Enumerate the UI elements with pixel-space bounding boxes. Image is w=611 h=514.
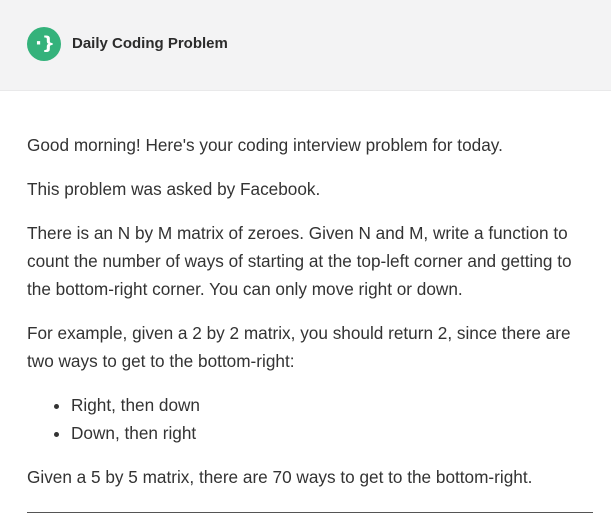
problem-statement: There is an N by M matrix of zeroes. Given N and M, write a function to count the number of ways of starting at the top-left corner and getting to the bottom-right corner. You can only move right or down. (27, 223, 572, 299)
greeting-text: Good morning! Here's your coding interview problem for today. (27, 135, 503, 155)
asked-by-text: This problem was asked by Facebook. (27, 179, 321, 199)
list-item: • Right, then down (71, 391, 587, 419)
email-body (27, 131, 587, 507)
email-header (0, 0, 611, 91)
example-intro-text: For example, given a 2 by 2 matrix, you should return 2, since there are two ways to get to the bottom-right: (27, 323, 571, 371)
second-example-text: Given a 5 by 5 matrix, there are 70 ways to get to the bottom-right. (27, 467, 533, 487)
list-item: • Down, then right (71, 419, 587, 447)
ways-list (27, 391, 587, 447)
daily-coding-problem-logo-icon: ·} (27, 27, 61, 61)
divider (27, 512, 593, 513)
brand-name: Daily Coding Problem (72, 35, 228, 52)
